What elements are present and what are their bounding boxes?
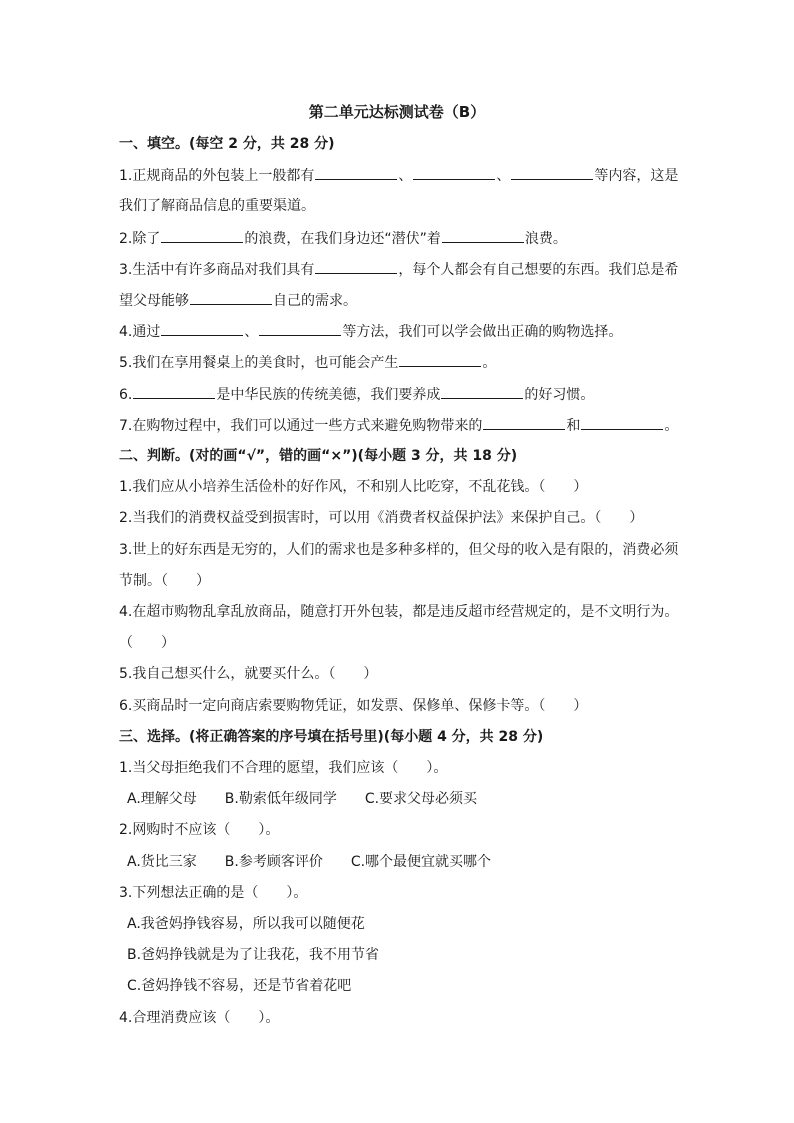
fill-question-3-cont: 望父母能够 自己的需求。 [119,290,357,311]
section-1-header: 一、填空。(每空 2 分，共 28 分) [119,136,335,152]
answer-blank[interactable] [315,165,397,180]
answer-blank[interactable] [441,384,523,399]
judge-question-2: 2.当我们的消费权益受到损害时，可以用《消费者权益保护法》来保护自己。（ ） [119,510,644,526]
answer-blank[interactable] [133,384,215,399]
answer-blank[interactable] [483,415,565,430]
answer-blank[interactable] [442,228,524,243]
fill-question-6: 6. 是中华民族的传统美德，我们要养成 的好习惯。 [119,384,594,405]
answer-blank[interactable] [581,415,663,430]
answer-blank[interactable] [190,290,272,305]
judge-question-1: 1.我们应从小培养生活俭朴的好作风，不和别人比吃穿，不乱花钱。（ ） [119,479,588,495]
answer-blank[interactable] [413,165,495,180]
judge-question-6: 6.买商品时一定向商店索要购物凭证，如发票、保修单、保修卡等。（ ） [119,698,588,714]
answer-blank[interactable] [511,165,593,180]
fill-question-2: 2.除了 的浪费，在我们身边还“潜伏”着 浪费。 [119,228,567,249]
answer-blank[interactable] [399,352,481,367]
answer-blank[interactable] [161,228,243,243]
choice-option-b: B.爸妈挣钱就是为了让我花，我不用节省 [127,947,380,963]
choice-question-1-options: A.理解父母 B.勒索低年级同学 C.要求父母必须买 [127,791,478,807]
answer-blank[interactable] [315,259,397,274]
judge-question-3-cont: 节制。（ ） [119,573,210,589]
choice-question-1: 1.当父母拒绝我们不合理的愿望，我们应该（ ）。 [119,760,448,776]
section-2-header: 二、判断。(对的画“√”，错的画“×”)(每小题 3 分，共 18 分) [119,448,518,464]
fill-question-5: 5.我们在享用餐桌上的美食时，也可能会产生 。 [119,352,496,373]
answer-blank[interactable] [161,321,243,336]
fill-question-1: 1.正规商品的外包装上一般都有 、 、 等内容，这是 [119,165,678,186]
fill-question-1-cont: 我们了解商品信息的重要渠道。 [119,198,315,214]
judge-question-4: 4.在超市购物乱拿乱放商品，随意打开外包装，都是违反超市经营规定的，是不文明行为。 [119,604,679,620]
choice-option-c: C.爸妈挣钱不容易，还是节省着花吧 [127,978,352,994]
choice-question-3: 3.下列想法正确的是（ ）。 [119,885,308,901]
fill-question-7: 7.在购物过程中，我们可以通过一些方式来避免购物带来的 和 。 [119,415,678,436]
section-3-header: 三、选择。(将正确答案的序号填在括号里)(每小题 4 分，共 28 分) [119,729,544,745]
choice-question-2-options: A.货比三家 B.参考顾客评价 C.哪个最便宜就买哪个 [127,854,492,870]
fill-question-4: 4.通过 、 等方法，我们可以学会做出正确的购物选择。 [119,321,622,342]
choice-question-2: 2.网购时不应该（ ）。 [119,822,280,838]
exam-title: 第二单元达标测试卷（B） [308,103,486,121]
choice-option-a: A.我爸妈挣钱容易，所以我可以随便花 [127,916,365,932]
judge-question-3: 3.世上的好东西是无穷的，人们的需求也是多种多样的，但父母的收入是有限的，消费必须 [119,542,679,558]
judge-question-5: 5.我自己想买什么，就要买什么。（ ） [119,666,378,682]
judge-question-4-cont: （ ） [119,635,175,651]
answer-blank[interactable] [259,321,341,336]
fill-question-3: 3.生活中有许多商品对我们具有 ，每个人都会有自己想要的东西。我们总是希 [119,259,678,280]
choice-question-4: 4.合理消费应该（ ）。 [119,1010,280,1026]
